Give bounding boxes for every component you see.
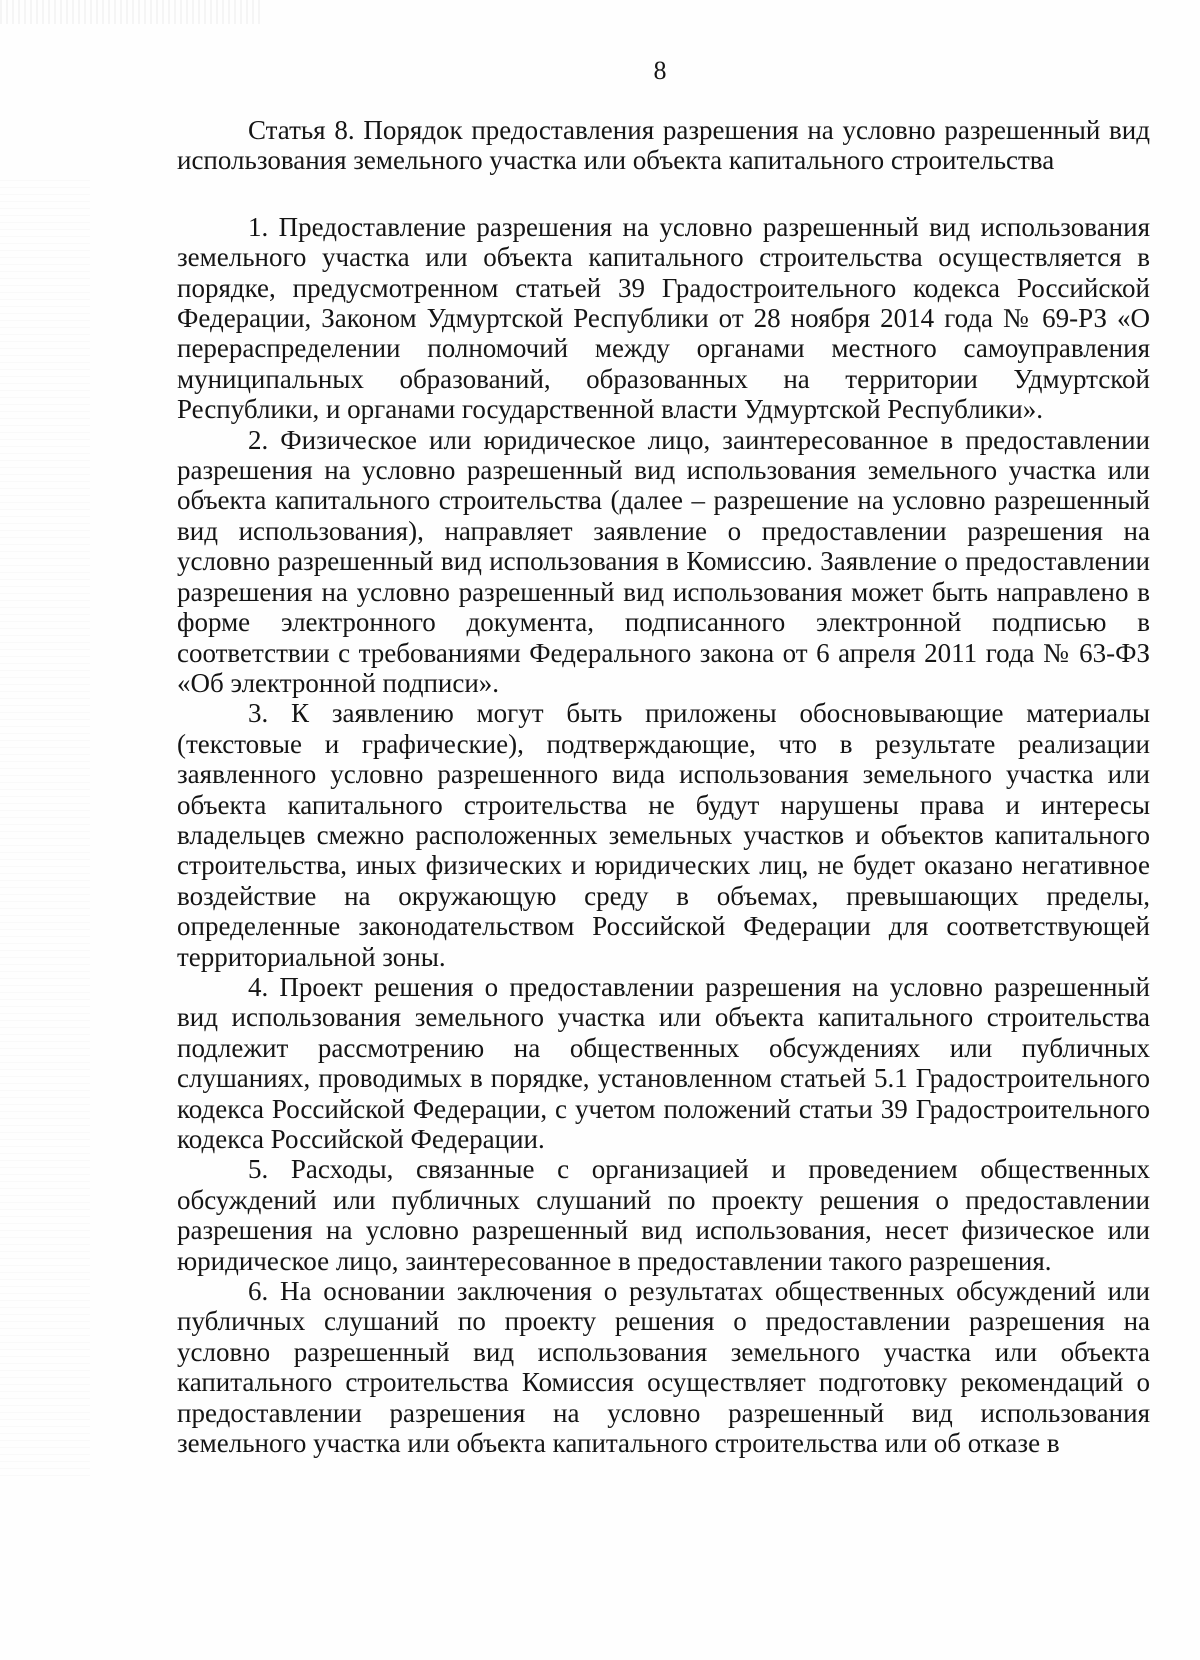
paragraph-5: 5. Расходы, связанные с организацией и проведением общественных обсуждений или публичных слушаний по проекту решения о предоставлении разрешения на условно разрешенный вид использования, несет физическое или юридическое лицо, заинтересованное в предоставлении такого разрешения.: [177, 1154, 1150, 1276]
paragraph-3: 3. К заявлению могут быть приложены обосновывающие материалы (текстовые и графические), подтверждающие, что в результате реализации заявленного условно разрешенного вида использования земельного участка или объекта капитального строительства не будут нарушены права и интересы владельцев смежно расположенных земельных участков и объектов капитального строительства, иных физических и юридических лиц, не будет оказано негативное воздействие на окружающую среду в объемах, превышающих пределы, определенные законодательством Российской Федерации для соответствующей территориальной зоны.: [177, 698, 1150, 972]
document-body: [177, 115, 1150, 1458]
scan-margin-artifact: [0, 180, 90, 1480]
paragraph-4: 4. Проект решения о предоставлении разрешения на условно разрешенный вид использования земельного участка или объекта капитального строительства подлежит рассмотрению на общественных обсуждениях или публичных слушаниях, проводимых в порядке, установленном статьей 5.1 Градостроительного кодекса Российской Федерации, с учетом положений статьи 39 Градостроительного кодекса Российской Федерации.: [177, 971, 1150, 1154]
scan-artifact: [0, 0, 260, 24]
paragraph-2: 2. Физическое или юридическое лицо, заинтересованное в предоставлении разрешения на условно разрешенный вид использования земельного участка или объекта капитального строительства (далее – разрешение на условно разрешенный вид использования), направляет заявление о предоставлении разрешения на условно разрешенный вид использования в Комиссию. Заявление о предоставлении разрешения на условно разрешенный вид использования может быть направлено в форме электронного документа, подписанного электронной подписью в соответствии с требованиями Федерального закона от 6 апреля 2011 года № 63-ФЗ «Об электронной подписи».: [177, 424, 1150, 698]
page-number: 8: [653, 56, 667, 85]
article-heading: Статья 8. Порядок предоставления разрешения на условно разрешенный вид использования земельного участка или объекта капитального строительства: [177, 115, 1150, 176]
paragraph-6: 6. На основании заключения о результатах общественных обсуждений или публичных слушаний по проекту решения о предоставлении разрешения на условно разрешенный вид использования земельного участка или объекта капитального строительства Комиссия осуществляет подготовку рекомендаций о предоставлении разрешения на условно разрешенный вид использования земельного участка или объекта капитального строительства или об отказе в: [177, 1276, 1150, 1459]
heading-spacer: [177, 176, 1150, 212]
paragraph-1: 1. Предоставление разрешения на условно разрешенный вид использования земельного участка или объекта капитального строительства осуществляется в порядке, предусмотренном статьей 39 Градостроительного кодекса Российской Федерации, Законом Удмуртской Республики от 28 ноября 2014 года № 69-РЗ «О перераспределении полномочий между органами местного самоуправления муниципальных образований, образованных на территории Удмуртской Республики, и органами государственной власти Удмуртской Республики».: [177, 211, 1150, 425]
